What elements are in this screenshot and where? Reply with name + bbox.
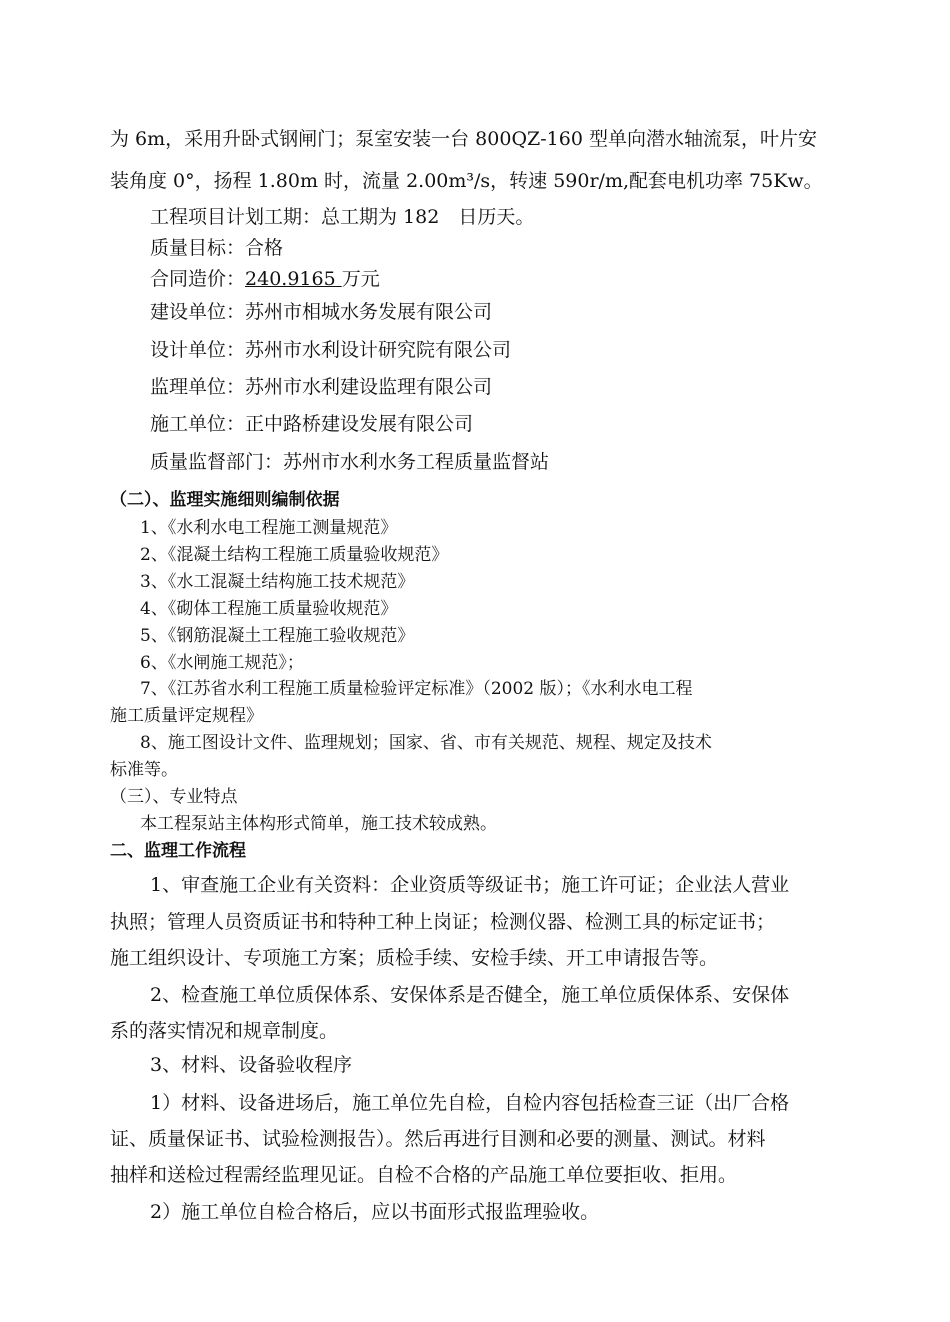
contract-price-line <box>150 264 380 291</box>
supervisor-value: 苏州市水利建设监理有限公司 <box>245 376 493 398</box>
designer-label: 设计单位： <box>150 339 246 361</box>
workflow-line-2: 执照；管理人员资质证书和特种工种上岗证；检测仪器、检测工具的标定证书； <box>110 911 776 933</box>
basis-item-6: 6、《水闸施工规范》； <box>140 653 304 673</box>
quality-target-value: 合格 <box>245 237 284 259</box>
owner-value: 苏州市相城水务发展有限公司 <box>245 301 493 323</box>
schedule-value: 总工期为 182 日历天。 <box>321 206 535 228</box>
workflow-line-5: 系的落实情况和规章制度。 <box>110 1020 339 1042</box>
owner-line <box>150 297 492 324</box>
workflow-line-3: 施工组织设计、专项施工方案；质检手续、安检手续、开工申请报告等。 <box>110 947 719 969</box>
basis-item-4: 4、《砌体工程施工质量验收规范》 <box>140 599 398 619</box>
contractor-value: 正中路桥建设发展有限公司 <box>245 413 474 435</box>
workflow-line-7: 1）材料、设备进场后，施工单位先自检，自检内容包括检查三证（出厂合格 <box>150 1092 790 1114</box>
intro-line-2: 装角度 0°，扬程 1.80m 时，流量 2.00m³/s，转速 590r/m,配套电机功率 75Kw。 <box>110 170 823 192</box>
workflow-line-9: 抽样和送检过程需经监理见证。自检不合格的产品施工单位要拒收、拒用。 <box>110 1164 738 1186</box>
quality-target-label: 质量目标： <box>150 237 246 259</box>
intro-line-1: 为 6m，采用升卧式钢闸门；泵室安装一台 800QZ-160 型单向潜水轴流泵，叶片安 <box>110 128 817 150</box>
basis-item-7: 7、《江苏省水利工程施工质量检验评定标准》（2002 版）；《水利水电工程 <box>140 679 693 699</box>
schedule-line <box>150 202 534 229</box>
basis-item-8-cont: 标准等。 <box>110 760 178 780</box>
contract-price-unit: 万元 <box>341 268 380 290</box>
quality-supervision-label: 质量监督部门： <box>150 451 284 473</box>
schedule-label: 工程项目计划工期： <box>150 206 322 228</box>
designer-value: 苏州市水利设计研究院有限公司 <box>245 339 512 361</box>
basis-item-3: 3、《水工混凝土结构施工技术规范》 <box>140 572 415 592</box>
workflow-line-6: 3、材料、设备验收程序 <box>150 1054 353 1076</box>
contract-price-value: 240.9165 <box>245 268 342 290</box>
basis-item-7-cont: 施工质量评定规程》 <box>110 706 263 726</box>
contractor-label: 施工单位： <box>150 413 246 435</box>
quality-supervision-line <box>150 447 549 474</box>
workflow-heading: 二、监理工作流程 <box>110 841 246 861</box>
features-heading: （三）、专业特点 <box>110 787 238 807</box>
basis-heading: （二）、监理实施细则编制依据 <box>110 490 340 510</box>
supervisor-label: 监理单位： <box>150 376 246 398</box>
contract-price-label: 合同造价： <box>150 268 246 290</box>
workflow-line-4: 2、检查施工单位质保体系、安保体系是否健全，施工单位质保体系、安保体 <box>150 984 790 1006</box>
basis-item-1: 1、《水利水电工程施工测量规范》 <box>140 518 398 538</box>
workflow-line-1: 1、审查施工企业有关资料：企业资质等级证书；施工许可证；企业法人营业 <box>150 874 790 896</box>
workflow-line-10: 2）施工单位自检合格后，应以书面形式报监理验收。 <box>150 1201 600 1223</box>
workflow-line-8: 证、质量保证书、试验检测报告）。然后再进行目测和必要的测量、测试。材料 <box>110 1128 766 1150</box>
basis-item-8: 8、施工图设计文件、监理规划；国家、省、市有关规范、规程、规定及技术 <box>140 733 712 753</box>
basis-item-5: 5、《钢筋混凝土工程施工验收规范》 <box>140 626 415 646</box>
supervisor-line <box>150 372 492 399</box>
basis-item-2: 2、《混凝土结构工程施工质量验收规范》 <box>140 545 449 565</box>
contractor-line <box>150 409 473 436</box>
features-text: 本工程泵站主体构形式简单，施工技术较成熟。 <box>140 814 497 834</box>
owner-label: 建设单位： <box>150 301 246 323</box>
quality-target-line <box>150 233 283 260</box>
quality-supervision-value: 苏州市水利水务工程质量监督站 <box>283 451 550 473</box>
designer-line <box>150 335 511 362</box>
